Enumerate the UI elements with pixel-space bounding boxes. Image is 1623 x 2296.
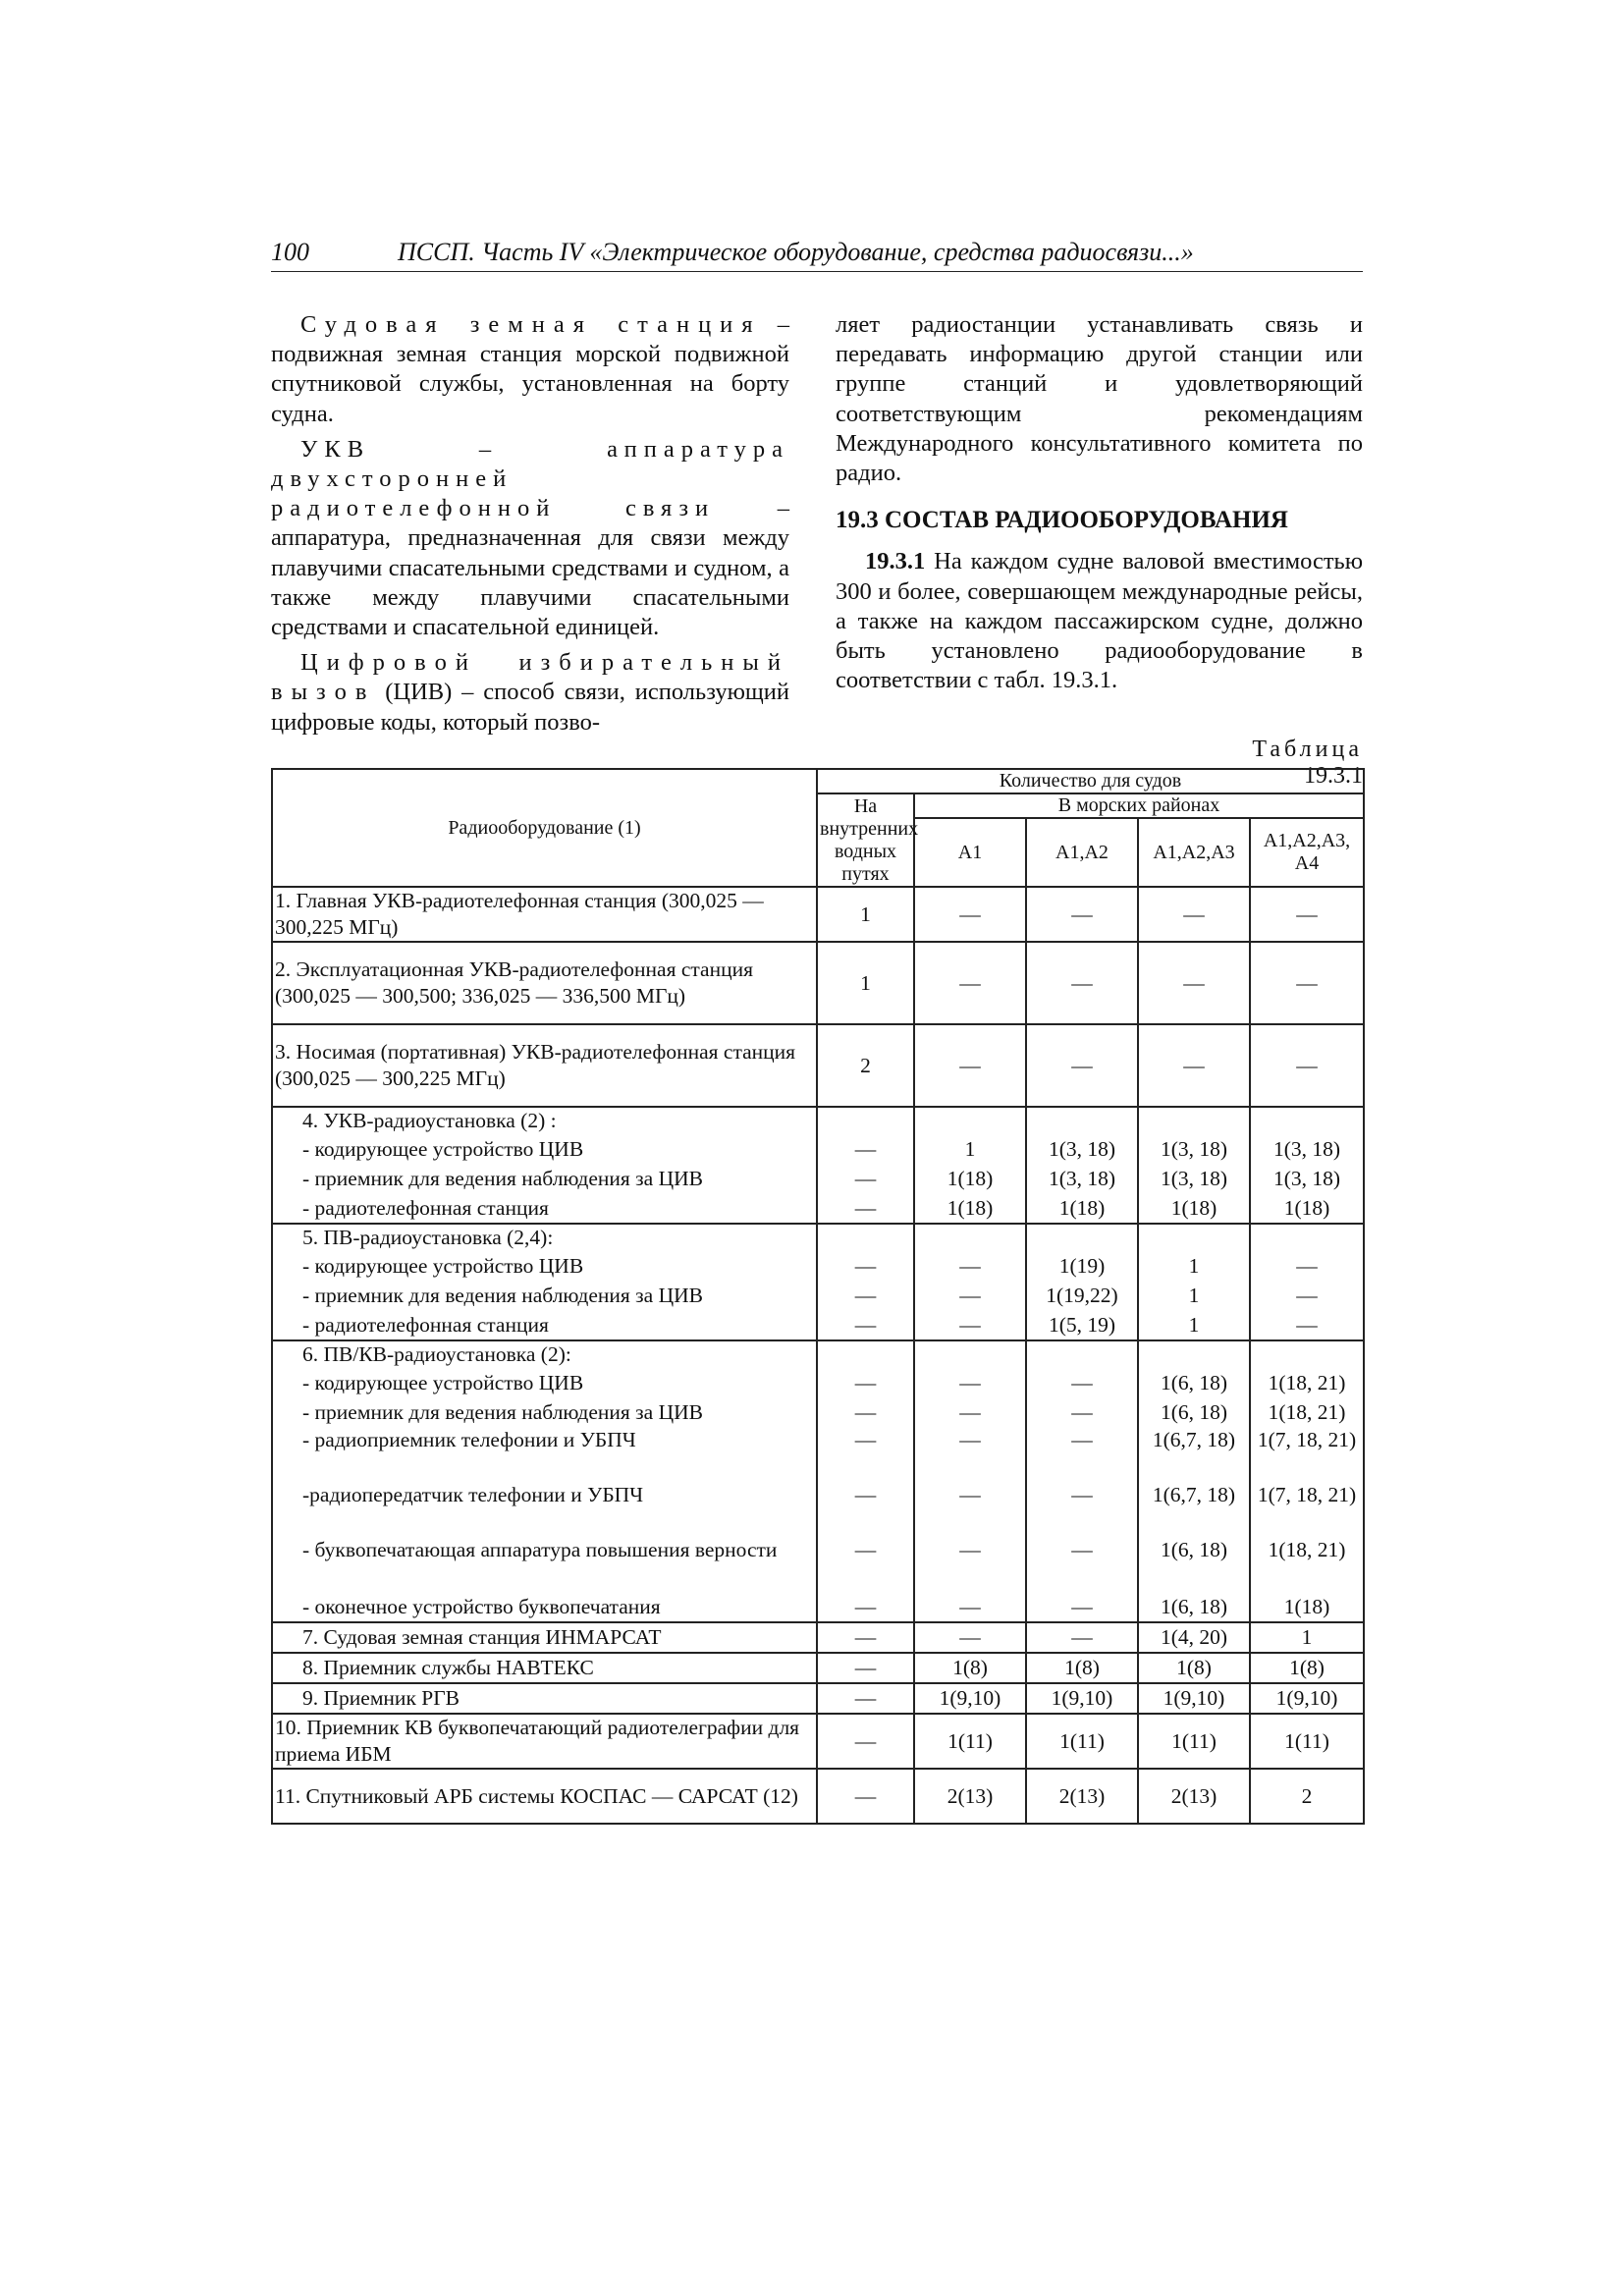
definition-dsc: Цифровой избирательный вызов (ЦИВ) – способ связи, использующий цифровые коды, который позво- [271,649,789,736]
quantity-cell: 1(9,10) [1026,1683,1138,1714]
table-cell-line: - кодирующее устройство ЦИВ [302,1371,584,1394]
table-cell-line: 1 [1188,1313,1200,1337]
quantity-cell: 1(11) [1250,1714,1364,1769]
quantity-cell [1250,1224,1364,1340]
table-cell-line: - буквопечатающая аппаратура повышения верности [302,1538,778,1561]
table-cell-line: — [854,1483,877,1506]
table-row [272,1622,1364,1653]
quantity-cell: 2 [817,1024,914,1107]
quantity-cell: 1 [817,887,914,942]
header-a1: A1 [914,818,1026,887]
quantity-cell: 1(9,10) [1138,1683,1250,1714]
quantity-cell: 2(13) [914,1769,1026,1824]
clause-19-3-1: 19.3.1 На каждом судне валовой вместимостью 300 и более, совершающем международные рейсы, а также на каждом пассажирском судне, должно быть установлено радиооборудование в соответствии с табл. 19.3.1. [836,548,1363,694]
quantity-cell [1026,1340,1138,1622]
table-cell-line: 1(18, 21) [1268,1538,1346,1561]
table-cell-line: 1(3, 18) [1272,1137,1341,1161]
quantity-cell: 1(9,10) [1250,1683,1364,1714]
table-row [272,942,1364,1024]
right-column [836,310,1363,695]
table-cell-line: - радиотелефонная станция [302,1313,549,1337]
quantity-cell: 1(11) [1026,1714,1138,1769]
equipment-name-cell: 8. Приемник службы НАВТЕКС [272,1653,817,1683]
table-cell-line: 1(18, 21) [1268,1371,1346,1394]
table-cell-line [275,1134,814,1223]
table-cell-line: 5. ПВ-радиоустановка (2,4): [302,1226,554,1249]
left-column [271,310,789,738]
table-cell-line: — [854,1167,877,1190]
table-cell-line: 1(19) [1058,1254,1106,1278]
table-row [272,1107,1364,1224]
table-caption: Таблица 19.3.1 [1252,737,1363,789]
table-cell-line: 1(18) [947,1167,994,1190]
section-title: 19.3 СОСТАВ РАДИООБОРУДОВАНИЯ [836,507,1288,534]
table-cell-line: — [1071,1428,1093,1451]
table-cell-line: 1(18) [1283,1196,1330,1220]
quantity-cell: 2(13) [1138,1769,1250,1824]
table-cell-line: — [854,1196,877,1220]
table-cell-line: 1(3, 18) [1048,1137,1116,1161]
table-cell-line: — [1071,1371,1093,1394]
table-cell-line: — [854,1254,877,1278]
table-cell-line: 1(18, 21) [1268,1400,1346,1424]
table-row [272,1224,1364,1340]
quantity-cell: — [914,1622,1026,1653]
quantity-cell: — [1026,1622,1138,1653]
quantity-cell: — [914,1024,1026,1107]
table-cell-line: — [1296,1284,1318,1307]
table-cell-line: — [959,1400,981,1424]
table-cell-line: — [854,1428,877,1451]
quantity-cell: 2 [1250,1769,1364,1824]
header-equipment: Радиооборудование (1) [272,769,817,887]
table-cell-line: - радиоприемник телефонии и УБПЧ [302,1428,636,1451]
table-row [272,1653,1364,1683]
table-cell-line: — [854,1400,877,1424]
table-cell-line: 6. ПВ/КВ-радиоустановка (2): [302,1342,571,1366]
table-cell-line: 1(3, 18) [1160,1137,1228,1161]
equipment-name-cell: 2. Эксплуатационная УКВ-радиотелефонная станция (300,025 — 300,500; 336,025 — 336,500 МГц) [272,942,817,1024]
quantity-cell: — [1026,942,1138,1024]
table-cell-line [275,1368,814,1621]
table-cell-line: 4. УКВ-радиоустановка (2) : [302,1109,557,1132]
equipment-name-cell: 3. Носимая (портативная) УКВ-радиотелефонная станция (300,025 — 300,225 МГц) [272,1024,817,1107]
equipment-name-cell: 1. Главная УКВ-радиотелефонная станция (300,025 — 300,225 МГц) [272,887,817,942]
table-cell-line: 1(18) [1283,1595,1330,1618]
table-cell-line: — [854,1371,877,1394]
header-a1a2a3a4: A1,A2,A3, A4 [1250,818,1364,887]
quantity-cell: 1(8) [1250,1653,1364,1683]
quantity-cell: 1(11) [914,1714,1026,1769]
running-header [271,238,1363,272]
table-cell-line: — [959,1428,981,1451]
table-cell-line: — [959,1371,981,1394]
table-cell-line: 1 [964,1137,976,1161]
quantity-cell: — [817,1622,914,1653]
table-cell-line: 1(19,22) [1046,1284,1118,1307]
quantity-cell [817,1340,914,1622]
quantity-cell [1250,1340,1364,1622]
table-cell-line: — [959,1538,981,1561]
table-cell-line: — [854,1538,877,1561]
table-cell-line: 1(6, 18) [1160,1595,1228,1618]
table-cell-line: 1(5, 19) [1048,1313,1116,1337]
equipment-name-cell: 11. Спутниковый АРБ системы КОСПАС — САРСАТ (12) [272,1769,817,1824]
table-cell-line: — [959,1595,981,1618]
table-cell-line: 1(6, 18) [1160,1538,1228,1561]
table-cell-line: — [1071,1483,1093,1506]
table-cell-line: -радиопередатчик телефонии и УБПЧ [302,1483,644,1506]
running-title: ПССП. Часть IV «Электрическое оборудование, средства радиосвязи...» [398,238,1194,266]
quantity-cell [914,1107,1026,1224]
quantity-cell: — [914,887,1026,942]
table-row [272,1683,1364,1714]
quantity-cell: — [817,1683,914,1714]
table-cell-line: — [1071,1595,1093,1618]
quantity-cell: — [1138,1024,1250,1107]
table-cell-line: — [854,1595,877,1618]
table-cell-line: - приемник для ведения наблюдения за ЦИВ [302,1284,703,1307]
table-cell-line: — [1296,1254,1318,1278]
quantity-cell [817,1224,914,1340]
table-cell-line: 1(6,7, 18) [1152,1483,1236,1506]
table-cell-line: - приемник для ведения наблюдения за ЦИВ [302,1167,703,1190]
table-cell-line: 1(7, 18, 21) [1257,1483,1357,1506]
table-cell-line: — [1071,1538,1093,1561]
quantity-cell [1138,1107,1250,1224]
quantity-cell [1026,1107,1138,1224]
quantity-cell: — [817,1769,914,1824]
quantity-cell: — [1026,1024,1138,1107]
quantity-cell: 1(4, 20) [1138,1622,1250,1653]
quantity-cell: 2(13) [1026,1769,1138,1824]
table-cell-line: 1(6,7, 18) [1152,1428,1236,1451]
table-cell-line: - кодирующее устройство ЦИВ [302,1254,584,1278]
table-cell-line: 1 [1188,1254,1200,1278]
table-cell-line: 1(6, 18) [1160,1400,1228,1424]
quantity-cell: 1(8) [1026,1653,1138,1683]
table-row [272,1340,1364,1622]
table-cell-line: — [854,1137,877,1161]
table-row [272,1714,1364,1769]
table-cell-line: - оконечное устройство буквопечатания [302,1595,661,1618]
quantity-cell [1250,1107,1364,1224]
table-row [272,1024,1364,1107]
quantity-cell: — [1250,942,1364,1024]
table-cell-line: 1(6, 18) [1160,1371,1228,1394]
equipment-table [271,768,1365,1825]
quantity-cell [1026,1224,1138,1340]
table-cell-line: 1(18) [947,1196,994,1220]
header-inland: На внутренних водных путях [817,793,914,887]
table-cell-line: 1(18) [1058,1196,1106,1220]
table-cell-line: — [959,1284,981,1307]
quantity-cell: — [1138,942,1250,1024]
header-a1a2: A1,A2 [1026,818,1138,887]
quantity-cell: — [817,1714,914,1769]
table-header-row [272,769,1364,793]
quantity-cell [914,1224,1026,1340]
quantity-cell: — [1138,887,1250,942]
quantity-cell: — [1026,887,1138,942]
quantity-cell: 1(8) [914,1653,1026,1683]
table-cell-line: - приемник для ведения наблюдения за ЦИВ [302,1400,703,1424]
definition-dsc-continued: ляет радиостанции устанавливать связь и передавать информацию другой станции или группе станций и удовлетворяющий соответствующим рекомендациям Международного консультативного комитета по радио. [836,311,1363,487]
quantity-cell: 1 [817,942,914,1024]
quantity-cell: — [1250,887,1364,942]
header-a1a2a3: A1,A2,A3 [1138,818,1250,887]
quantity-cell [1138,1340,1250,1622]
quantity-cell [914,1340,1026,1622]
table-cell-line: — [854,1313,877,1337]
header-quantity: Количество для судов [817,769,1364,793]
equipment-name-cell [272,1340,817,1622]
table-cell-line: 1 [1188,1284,1200,1307]
quantity-cell: 1(11) [1138,1714,1250,1769]
table-cell-line: — [959,1483,981,1506]
quantity-cell [817,1107,914,1224]
table-cell-line: 1(3, 18) [1048,1167,1116,1190]
table-row [272,1769,1364,1824]
table-cell-line [275,1251,814,1339]
table-cell-line: — [1296,1313,1318,1337]
equipment-name-cell [272,1224,817,1340]
table-cell-line: 1(18) [1170,1196,1217,1220]
equipment-name-cell [272,1107,817,1224]
equipment-name-cell: 7. Судовая земная станция ИНМАРСАТ [272,1622,817,1653]
table-cell-line: 1(3, 18) [1272,1167,1341,1190]
page-number: 100 [271,238,309,266]
table-cell-line: 1(7, 18, 21) [1257,1428,1357,1451]
quantity-cell: — [1250,1024,1364,1107]
definition-vhf: УКВ – аппаратура двухсторонней радиотелефонной связи – аппаратура, предназначенная для связи между плавучими спасательными средствами и судном, а также между плавучими спасательными средствами и спасательной единицей. [271,435,789,641]
equipment-name-cell: 9. Приемник РГВ [272,1683,817,1714]
quantity-cell: 1(8) [1138,1653,1250,1683]
equipment-name-cell: 10. Приемник КВ буквопечатающий радиотелеграфии для приема ИБМ [272,1714,817,1769]
table-cell-line: - кодирующее устройство ЦИВ [302,1137,584,1161]
table-cell-line: — [854,1284,877,1307]
table-cell-line: — [1071,1400,1093,1424]
quantity-cell [1138,1224,1250,1340]
quantity-cell: 1(9,10) [914,1683,1026,1714]
table-cell-line: — [959,1254,981,1278]
table-cell-line: — [959,1313,981,1337]
table-row [272,887,1364,942]
table-cell-line: 1(3, 18) [1160,1167,1228,1190]
quantity-cell: — [914,942,1026,1024]
table-cell-line: - радиотелефонная станция [302,1196,549,1220]
quantity-cell: 1 [1250,1622,1364,1653]
quantity-cell: — [817,1653,914,1683]
header-sea-areas: В морских районах [914,793,1364,818]
definition-ship-earth-station: Судовая земная станция – подвижная земная станция морской подвижной спутниковой службы, установленная на борту судна. [271,311,790,427]
